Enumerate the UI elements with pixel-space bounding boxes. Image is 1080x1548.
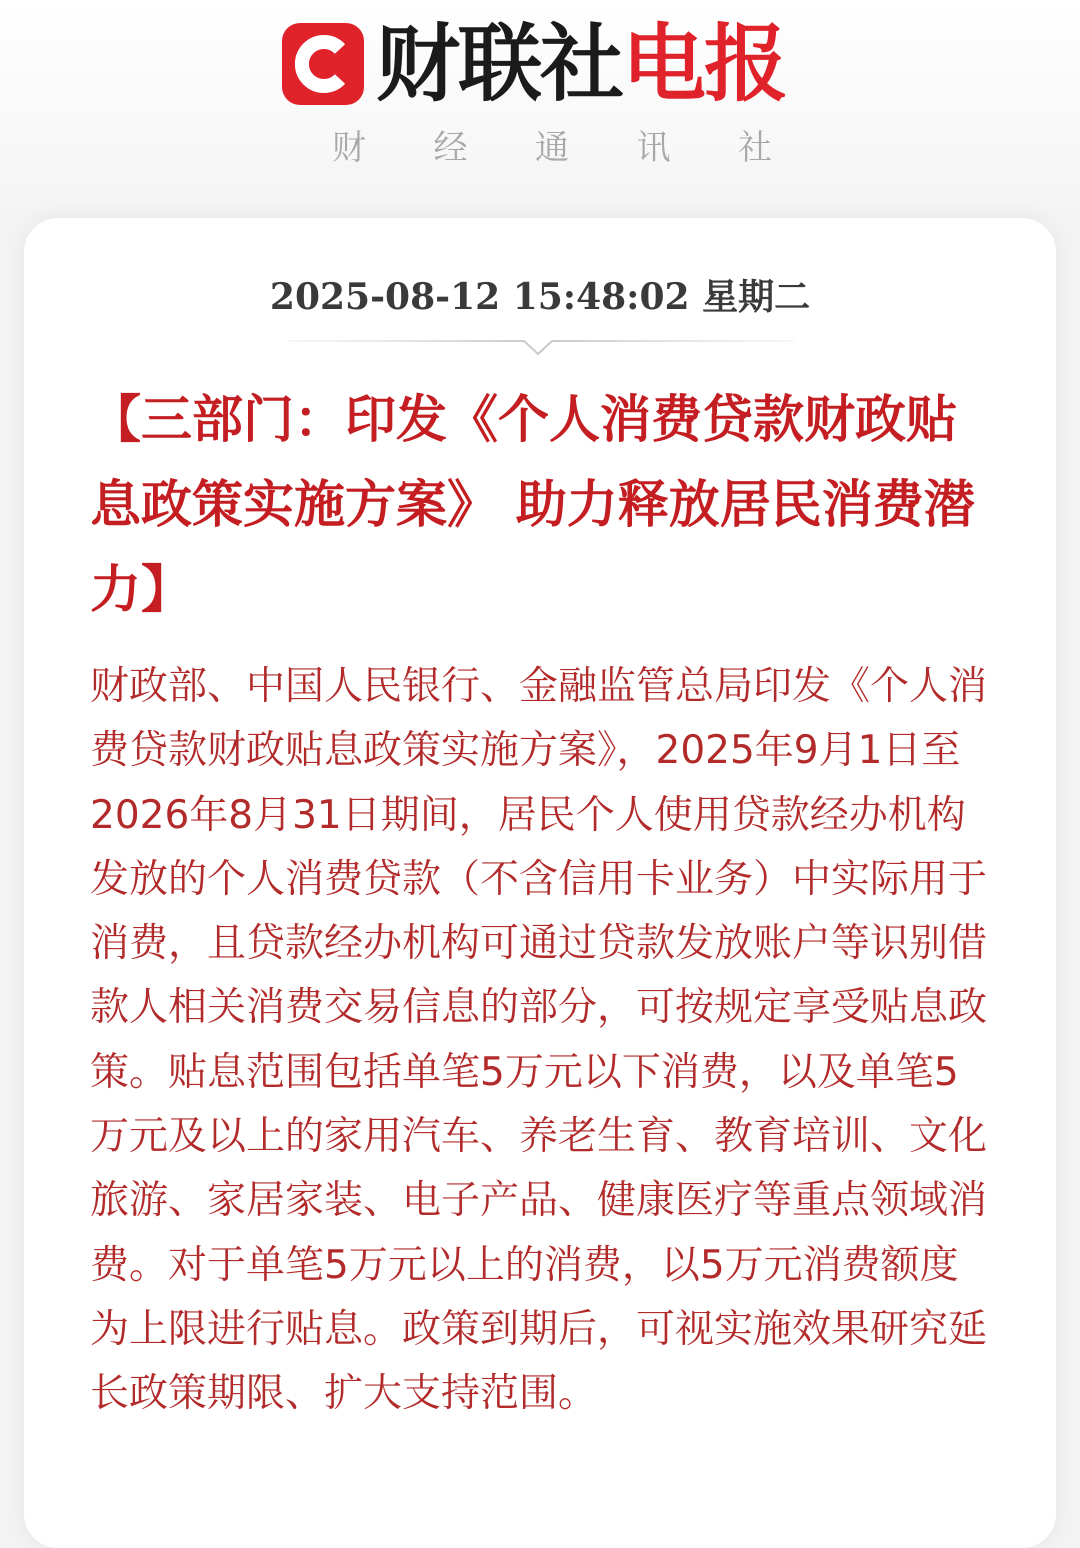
brand-suffix: 电报 bbox=[622, 15, 787, 113]
divider-notch bbox=[288, 338, 794, 358]
brand-logo bbox=[282, 15, 787, 113]
cls-logo-icon bbox=[282, 23, 364, 105]
brand-name: 财联社 bbox=[376, 15, 623, 113]
header-banner bbox=[0, 0, 1080, 215]
article-headline: 【三部门：印发《个人消费贷款财政贴息政策实施方案》 助力释放居民消费潜力】 bbox=[90, 391, 975, 620]
tagline-char: 经 bbox=[433, 128, 468, 168]
tagline-char: 讯 bbox=[636, 128, 671, 168]
tagline bbox=[332, 124, 772, 172]
tagline-char: 通 bbox=[535, 128, 569, 168]
article-body: 财政部、中国人民银行、金融监管总局印发《个人消费贷款财政贴息政策实施方案》，2025年9月1日至2026年8月31日期间，居民个人使用贷款经办机构发放的个人消费贷款（不含信用卡业务）中实际用于消费，且贷款经办机构可通过贷款发放账户等识别借款人相关消费交易信息的部分，可按规定享受贴息政策。贴息范围包括单笔5万元以下消费，以及单笔5万元及以上的家用汽车、养老生育、教育培训、文化旅游、家居家装、电子产品、健康医疗等重点领域消费。对于单笔5万元以上的消费，以5万元消费额度为上限进行贴息。政策到期后，可视实施效果研究延长政策期限、扩大支持范围。 bbox=[90, 664, 988, 1417]
tagline-char: 社 bbox=[738, 128, 772, 168]
article-timestamp: 2025-08-12 15:48:02 星期二 bbox=[269, 276, 811, 318]
tagline-char: 财 bbox=[332, 128, 366, 168]
